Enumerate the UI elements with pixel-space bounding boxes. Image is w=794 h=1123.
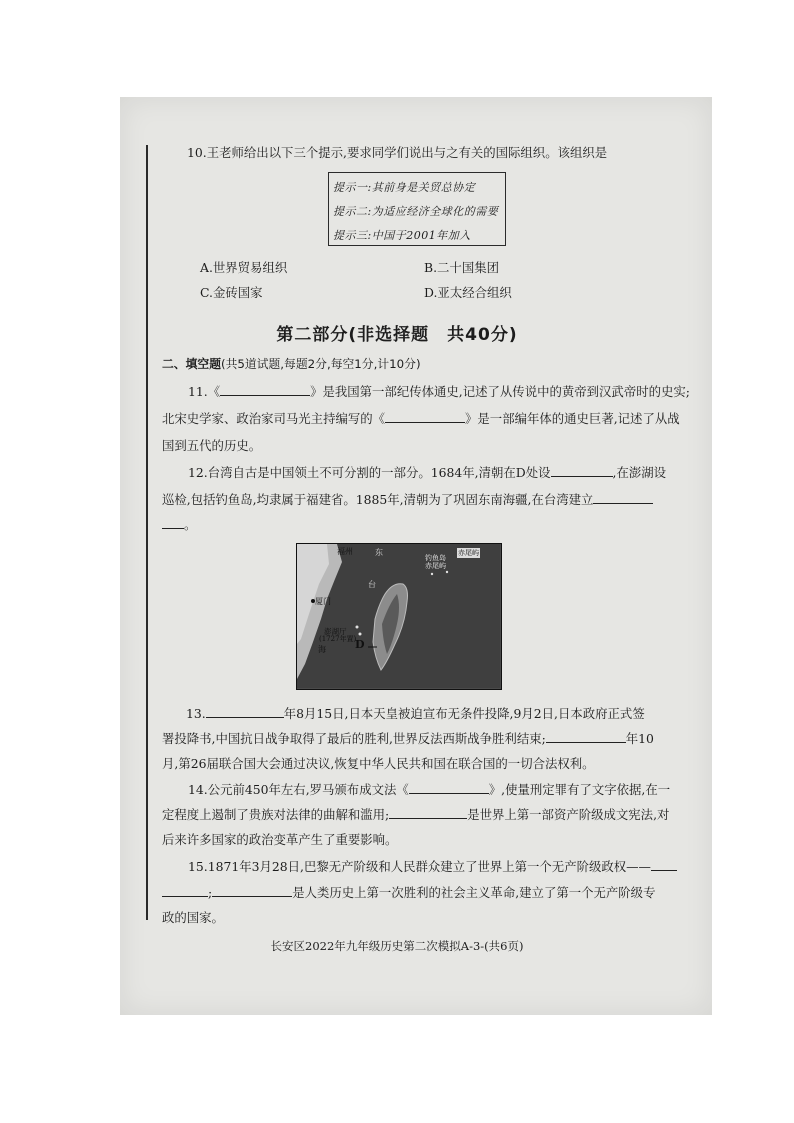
q15-blank-2[interactable] (212, 884, 292, 897)
q10-stem: 10.王老师给出以下三个提示,要求同学们说出与之有关的国际组织。该组织是 (187, 145, 608, 160)
q14-l2-prefix: 定程度上遏制了贵族对法律的曲解和滥用; (162, 807, 390, 822)
map-label-diaoyu (425, 554, 446, 570)
map-label-chiwei: 赤尾屿 (458, 549, 479, 557)
q11-line-2 (162, 410, 680, 428)
q12-l2-text: 巡检,包括钓鱼岛,均隶属于福建省。1885年,清朝为了巩固东南海疆,在台湾建立 (162, 492, 594, 507)
q11-blank-2[interactable] (385, 410, 465, 423)
margin-rule (146, 145, 148, 920)
q15-l2-suffix: 是人类历史上第一次胜利的社会主义革命,建立了第一个无产阶级专 (292, 885, 656, 900)
q10-option-a: A.世界贸易组织 (200, 260, 288, 275)
q12-l1-suffix: ,在澎湖设 (612, 465, 667, 480)
part-title: 第二部分(非选择题 共40分) (276, 325, 518, 345)
q13-l2-prefix: 署投降书,中国抗日战争取得了最后的胜利,世界反法西斯战争胜利结束; (162, 731, 546, 746)
q13-blank-2[interactable] (546, 730, 626, 743)
hint-3: 提示三:中国于2001年加入 (333, 229, 471, 242)
q13-l2-suffix: 年10 (625, 731, 654, 746)
q11-l1-suffix: 》是我国第一部纪传体通史,记述了从传说中的黄帝到汉武帝时的史实; (310, 384, 690, 399)
q12-blank-1[interactable] (551, 464, 613, 477)
q12-line-3 (162, 516, 196, 534)
map-label-d: D (355, 638, 365, 651)
section-heading-label: 二、填空题 (162, 357, 221, 371)
q14-blank-1[interactable] (409, 781, 489, 794)
q14-line-1 (188, 781, 670, 799)
section-heading (162, 355, 421, 373)
map-label-penghu: 澎湖厅 (324, 627, 347, 636)
map-label-dong: 东 (375, 548, 383, 557)
q15-line-3: 政的国家。 (162, 910, 224, 925)
q13-blank-1[interactable] (206, 705, 284, 718)
q13-line-2 (162, 730, 654, 748)
q15-l1-text: 15.1871年3月28日,巴黎无产阶级和人民群众建立了世界上第一个无产阶级政权—— (188, 859, 651, 874)
q12-line-1 (188, 464, 666, 482)
map-label-diaoyu-2: 赤尾屿 (425, 562, 446, 570)
q13-l1-prefix: 13. (186, 706, 206, 721)
q15-line-2 (162, 884, 655, 902)
map-label-tai: 台 (368, 580, 376, 589)
q11-l2-suffix: 》是一部编年体的通史巨著,记述了从战 (465, 411, 680, 426)
hint-1: 提示一:其前身是关贸总协定 (333, 181, 476, 194)
q11-l2-prefix: 北宋史学家、政治家司马光主持编写的《 (162, 411, 386, 426)
hint-2: 提示二:为适应经济全球化的需要 (333, 205, 499, 218)
map-label-hai: 海 (318, 645, 326, 654)
q14-line-2 (162, 806, 669, 824)
q12-l1-prefix: 12.台湾自古是中国领土不可分割的一部分。1684年,清朝在D处设 (188, 465, 551, 480)
q14-blank-2[interactable] (389, 806, 467, 819)
map-label-penghu-year: (1727年置) (319, 635, 357, 643)
q15-blank-1a[interactable] (651, 858, 677, 871)
q13-line-1 (186, 705, 645, 723)
q14-l2-suffix: 是世界上第一部资产阶级成文宪法,对 (467, 807, 670, 822)
q15-line-1 (188, 858, 677, 876)
map-label-xiamen: 厦门 (315, 597, 331, 606)
q14-l1-prefix: 14.公元前450年左右,罗马颁布成文法《 (188, 782, 409, 797)
q11-line-1 (188, 383, 690, 401)
section-heading-rule: (共5道试题,每题2分,每空1分,计10分) (221, 357, 421, 371)
q10-option-d: D.亚太经合组织 (424, 285, 512, 300)
q11-l1-prefix: 11.《 (188, 384, 221, 399)
q14-l1-suffix: 》,使量刑定罪有了文字依据,在一 (488, 782, 671, 797)
q13-l1-suffix: 年8月15日,日本天皇被迫宣布无条件投降,9月2日,日本政府正式签 (283, 706, 645, 721)
taiwan-map-graphic (297, 544, 500, 688)
q12-blank-2a[interactable] (593, 491, 653, 504)
q13-line-3: 月,第26届联合国大会通过决议,恢复中华人民共和国在联合国的一切合法权利。 (162, 756, 595, 771)
q12-blank-2b[interactable] (162, 516, 184, 529)
q15-blank-1b[interactable] (162, 884, 208, 897)
map-label-diaoyu-1: 钓鱼岛 (425, 554, 446, 562)
q14-line-3: 后来许多国家的政治变革产生了重要影响。 (162, 832, 398, 847)
q11-line-3: 国到五代的历史。 (162, 438, 262, 453)
q10-option-b: B.二十国集团 (424, 260, 499, 275)
q10-option-c: C.金砖国家 (200, 285, 263, 300)
map-label-fuzhou: 福州 (337, 547, 353, 556)
q12-line-2 (162, 491, 653, 509)
q12-l3-suffix: 。 (184, 517, 197, 532)
taiwan-map (296, 543, 502, 690)
q11-blank-1[interactable] (220, 383, 310, 396)
q15-l2-semicolon: ; (208, 885, 213, 900)
hint-box (328, 172, 506, 246)
page-footer: 长安区2022年九年级历史第二次模拟A-3-(共6页) (270, 939, 524, 953)
